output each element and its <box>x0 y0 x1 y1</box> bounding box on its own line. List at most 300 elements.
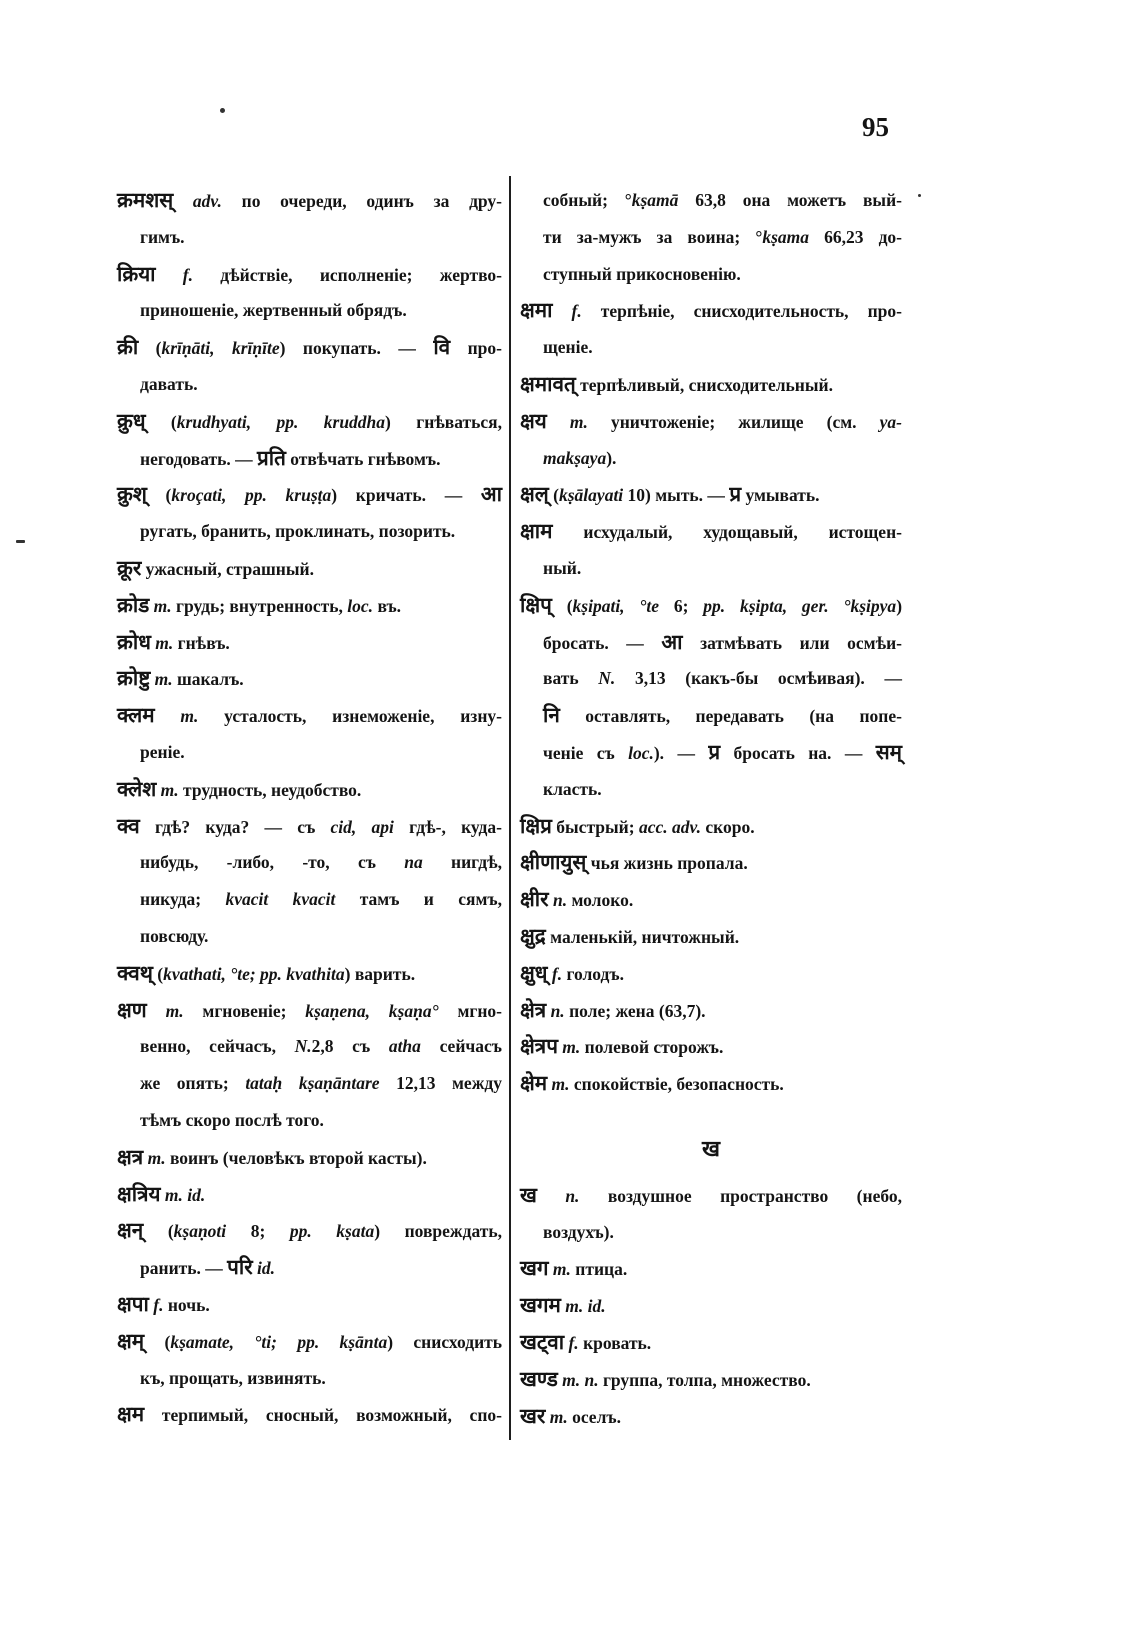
definition-text: ). <box>606 447 617 468</box>
definition-text: вать <box>543 668 599 689</box>
italic-term: kvacit kvacit <box>225 889 336 910</box>
definition-text: ( <box>548 485 559 506</box>
definition-text: бросать. — <box>543 632 662 653</box>
headword: क्रुश् <box>117 482 147 507</box>
dictionary-entry <box>117 587 502 624</box>
italic-term: m. <box>146 1000 184 1021</box>
definition-text: ступный прикосновенію. <box>543 263 741 284</box>
italic-term: m. id. <box>560 1296 606 1317</box>
dictionary-entry <box>520 476 902 513</box>
dictionary-entry <box>520 1361 902 1398</box>
definition-text: умывать. <box>741 485 820 506</box>
dictionary-line <box>117 366 502 403</box>
italic-term: makṣaya <box>543 447 607 468</box>
dictionary-line <box>520 992 902 1029</box>
dictionary-line <box>117 256 502 293</box>
definition-text: тамъ и сямъ, <box>335 889 502 910</box>
dictionary-line <box>520 182 902 219</box>
definition-text: давать. <box>140 373 198 394</box>
italic-term: adv. <box>173 191 222 211</box>
definition-text: бросать на. — <box>720 742 876 763</box>
definition-text: 2,8 съ <box>311 1036 389 1057</box>
italic-term: f. <box>547 963 563 984</box>
dictionary-line <box>117 1139 502 1176</box>
italic-term: n. <box>548 890 568 911</box>
definition-text: гдѣ-, куда- <box>393 816 502 837</box>
headword: क्लम <box>117 703 155 728</box>
section-heading: ख <box>702 1136 720 1162</box>
definition-text: ужасный, страшный. <box>141 558 315 579</box>
definition-text: терпѣливый, снисходительный. <box>575 374 834 395</box>
dictionary-entry <box>117 660 502 697</box>
dictionary-line <box>117 808 502 845</box>
dictionary-line <box>520 771 902 808</box>
dictionary-line <box>520 440 902 477</box>
dictionary-line <box>117 587 502 624</box>
italic-term: kṣama <box>762 226 810 247</box>
devanagari-term: नि <box>543 703 560 728</box>
dictionary-entry <box>117 697 502 771</box>
dictionary-line <box>117 697 502 734</box>
dictionary-entry <box>520 1398 902 1435</box>
dictionary-line <box>520 844 902 881</box>
definition-text: скоро. <box>700 816 755 837</box>
italic-term: m. <box>548 1259 571 1280</box>
dictionary-line <box>117 1102 502 1139</box>
headword: क्षत्र <box>117 1144 144 1169</box>
dictionary-entry <box>520 403 902 477</box>
dictionary-line <box>520 918 902 955</box>
dictionary-line <box>117 1028 502 1065</box>
headword: क्रूर <box>117 555 142 580</box>
dictionary-line <box>520 955 902 992</box>
italic-term: kroçati, pp. kruṣṭa <box>171 485 332 506</box>
definition-text: ) повреждать, <box>374 1221 502 1242</box>
dictionary-entry <box>520 955 902 992</box>
dictionary-line <box>117 403 502 440</box>
definition-text: оставлять, передавать (на попе- <box>559 706 902 727</box>
definition-text: 10) мыть. — <box>623 485 730 506</box>
definition-text: ругать, бранить, проклинать, позорить. <box>140 521 456 542</box>
italic-term: n. <box>536 1185 580 1206</box>
definition-text: шакалъ. <box>172 669 244 690</box>
definition-text: оселъ. <box>567 1406 621 1427</box>
italic-term: kṣipati, °te <box>572 595 660 616</box>
definition-text: ) покупать. — <box>279 338 434 359</box>
dictionary-line <box>117 1360 502 1397</box>
dictionary-line <box>117 1396 502 1433</box>
headword: खगम <box>520 1293 561 1318</box>
italic-term: tataḥ kṣaṇāntare <box>245 1073 380 1094</box>
definition-text: ранить. — <box>140 1258 228 1279</box>
headword: क्षिप्र <box>520 813 552 838</box>
dictionary-entry <box>117 550 502 587</box>
italic-term: kvathati, °te; pp. kvathita <box>163 963 345 984</box>
headword: क्लेश <box>117 776 157 801</box>
definition-text: ) гнѣваться, <box>385 411 502 432</box>
dictionary-entry <box>520 918 902 955</box>
definition-text: повсюду. <box>140 925 209 946</box>
italic-term: cid, api <box>330 816 394 837</box>
dictionary-line <box>520 697 902 734</box>
definition-text: чья жизнь пропала. <box>586 853 748 874</box>
dictionary-line <box>520 476 902 513</box>
dictionary-entry <box>117 624 502 661</box>
dictionary-line <box>520 219 902 256</box>
dictionary-line <box>117 476 502 513</box>
definition-text: венно, сейчасъ, <box>140 1036 295 1057</box>
devanagari-term: वि <box>433 335 451 360</box>
italic-term: m. <box>150 669 173 690</box>
definition-text: молоко. <box>567 890 634 911</box>
definition-text: въ. <box>373 595 402 616</box>
definition-text: 6; <box>659 595 704 616</box>
definition-text: ). — <box>653 742 709 763</box>
headword: क्षम <box>117 1402 145 1427</box>
definition-text: 3,13 (какъ-бы осмѣивая). — <box>615 668 902 689</box>
dictionary-entry <box>117 1139 502 1176</box>
dictionary-line <box>117 1065 502 1102</box>
dictionary-entry <box>117 329 502 403</box>
definition-text: нибудь, -либо, -то, съ <box>140 852 405 873</box>
dictionary-line <box>117 955 502 992</box>
left-column <box>117 182 502 1433</box>
dictionary-line <box>117 881 502 918</box>
italic-term: f. <box>552 301 582 322</box>
dictionary-entry <box>520 1287 902 1324</box>
dictionary-line <box>520 734 902 771</box>
dictionary-entry <box>520 1250 902 1287</box>
dictionary-line <box>117 219 502 256</box>
definition-text: ( <box>145 411 177 432</box>
headword: क्षम् <box>117 1328 145 1353</box>
italic-term: loc. <box>347 595 374 616</box>
dictionary-line <box>117 182 502 219</box>
headword: क्षण <box>117 997 147 1022</box>
italic-term: m. <box>545 1406 568 1427</box>
headword: खर <box>520 1403 546 1428</box>
definition-text: гдѣ? куда? — съ <box>139 816 331 837</box>
headword: क्षमावत् <box>520 371 576 396</box>
definition-text: про- <box>450 338 502 359</box>
devanagari-term: प्र <box>708 739 721 764</box>
dictionary-line <box>520 366 902 403</box>
dictionary-entry <box>520 881 902 918</box>
definition-text: поле; жена (63,7). <box>564 1000 706 1021</box>
dictionary-line <box>117 992 502 1029</box>
dictionary-line <box>520 881 902 918</box>
scan-speck <box>220 108 225 113</box>
dictionary-entry <box>520 292 902 366</box>
definition-text: ( <box>152 963 164 984</box>
definition-text: ночь. <box>163 1294 210 1315</box>
definition-text: спокойствіе, безопасность. <box>569 1074 784 1095</box>
dictionary-line <box>117 660 502 697</box>
headword: क्षमा <box>520 298 553 323</box>
dictionary-line <box>520 587 902 624</box>
definition-text: группа, толпа, множество. <box>598 1369 811 1390</box>
definition-text: полевой сторожъ. <box>580 1037 724 1058</box>
definition-text: усталость, изнеможеніе, изну- <box>198 706 502 727</box>
dictionary-line <box>520 550 902 587</box>
italic-term: kṣamā <box>631 190 679 210</box>
devanagari-term: आ <box>661 629 683 654</box>
headword: क्षेम <box>520 1071 548 1096</box>
dictionary-line <box>520 1177 902 1214</box>
dictionary-entry <box>520 992 902 1029</box>
dictionary-entry <box>117 1286 502 1323</box>
dictionary-entry <box>117 182 502 256</box>
italic-term: krīṇāti, krīṇīte <box>161 338 280 359</box>
definition-text: ( <box>143 1221 174 1242</box>
dictionary-line <box>117 771 502 808</box>
definition-text: воздушное пространство (небо, <box>579 1185 902 1206</box>
definition-text: терпѣніе, снисходительность, про- <box>581 301 902 322</box>
headword: क्षाम <box>520 519 553 544</box>
scan-speck <box>16 540 25 543</box>
dictionary-entry <box>117 1323 502 1397</box>
dictionary-entry <box>117 955 502 992</box>
dictionary-line <box>117 1212 502 1249</box>
headword: खण्ड <box>520 1366 558 1391</box>
devanagari-term: परि <box>227 1255 253 1280</box>
dictionary-entry <box>520 808 902 845</box>
dictionary-entry <box>520 513 902 587</box>
definition-text: птица. <box>570 1259 628 1280</box>
dictionary-entry <box>520 1324 902 1361</box>
italic-term: id. <box>252 1258 276 1279</box>
headword: क्षत्रिय <box>117 1181 161 1206</box>
dictionary-entry <box>520 844 902 881</box>
dictionary-entry <box>520 587 902 808</box>
definition-text: никуда; <box>140 889 226 910</box>
definition-text: ) варить. <box>344 963 416 984</box>
dictionary-line <box>520 1361 902 1398</box>
dictionary-line <box>520 1028 902 1065</box>
dictionary-line <box>520 292 902 329</box>
headword: क्षल् <box>520 482 549 507</box>
italic-term: f. <box>148 1294 164 1315</box>
definition-text: воздухъ). <box>543 1221 614 1242</box>
definition-text: исхудалый, худощавый, истощен- <box>552 522 902 543</box>
headword: खग <box>520 1256 549 1281</box>
dictionary-line <box>117 440 502 477</box>
dictionary-entry <box>520 1065 902 1102</box>
headword: क्षपा <box>117 1291 149 1316</box>
dictionary-line <box>117 1176 502 1213</box>
dictionary-entry <box>117 1176 502 1213</box>
dictionary-entry <box>117 476 502 550</box>
headword: क्रुध् <box>117 408 146 433</box>
dictionary-entry <box>117 992 502 1139</box>
headword: क्षेत्रप <box>520 1034 558 1059</box>
definition-text: маленькій, ничтожный. <box>545 926 740 947</box>
dictionary-line <box>520 1065 902 1102</box>
column-divider <box>509 176 511 1440</box>
definition-text: негодовать. — <box>140 448 257 469</box>
definition-text: ный. <box>543 557 582 578</box>
italic-term: N. <box>294 1036 312 1057</box>
definition-text: 66,23 до- <box>809 226 903 247</box>
headword: क्री <box>117 335 139 360</box>
definition-text: 63,8 она можетъ вый- <box>678 190 902 210</box>
dictionary-line <box>117 1323 502 1360</box>
definition-text: мгно- <box>438 1000 502 1021</box>
italic-term: f. <box>155 264 193 285</box>
definition-text: ( <box>146 485 172 506</box>
headword: क्वथ् <box>117 960 153 985</box>
dictionary-entry <box>117 808 502 955</box>
headword: खट्वा <box>520 1329 565 1354</box>
definition-text: гимъ. <box>140 226 185 247</box>
dictionary-entry <box>520 182 902 292</box>
dictionary-line <box>520 1324 902 1361</box>
dictionary-entry <box>520 366 902 403</box>
dictionary-line <box>520 660 902 697</box>
italic-term: m. <box>149 595 172 616</box>
italic-term: ya- <box>879 411 902 432</box>
dictionary-entry <box>520 1028 902 1065</box>
dictionary-line <box>520 403 902 440</box>
italic-term: m. <box>154 706 199 727</box>
headword: क्रोड <box>117 592 150 617</box>
italic-term: loc. <box>628 742 654 763</box>
dictionary-line <box>117 624 502 661</box>
italic-term: n. <box>546 1000 565 1021</box>
dictionary-line <box>117 1249 502 1286</box>
headword: क्रोध <box>117 629 151 654</box>
definition-text: ченіе съ <box>543 742 629 763</box>
dictionary-line <box>520 808 902 845</box>
italic-term: kṣālayati <box>559 485 624 506</box>
italic-term: kṣaṇoti <box>173 1221 227 1242</box>
headword: क्व <box>117 813 140 838</box>
headword: ख <box>520 1182 537 1207</box>
dictionary-entry <box>117 1396 502 1433</box>
italic-term: acc. adv. <box>638 816 701 837</box>
definition-text: ( <box>138 338 162 359</box>
headword: क्षिप् <box>520 592 552 617</box>
dictionary-line <box>520 329 902 366</box>
dictionary-line <box>520 624 902 661</box>
definition-text: нигдѣ, <box>422 852 502 873</box>
definition-text: щеніе. <box>543 337 593 358</box>
definition-text: трудность, неудобство. <box>178 779 362 800</box>
definition-text: ( <box>551 595 573 616</box>
definition-text: затмѣвать или осмѣи- <box>682 632 902 653</box>
definition-text: реніе. <box>140 741 185 762</box>
dictionary-line <box>520 256 902 293</box>
definition-text: къ, прощать, извинять. <box>140 1367 326 1388</box>
italic-term: N. <box>598 668 616 689</box>
definition-text: класть. <box>543 778 602 799</box>
dictionary-line <box>520 1287 902 1324</box>
italic-term: na <box>404 852 423 873</box>
devanagari-term: आ <box>480 482 502 507</box>
headword: क्षुद्र <box>520 923 546 948</box>
definition-text: 8; <box>226 1221 290 1242</box>
headword: क्षुध् <box>520 960 548 985</box>
dictionary-line <box>117 918 502 955</box>
definition-text: 12,13 между <box>379 1073 502 1094</box>
italic-term: atha <box>388 1036 421 1057</box>
headword: क्षीणायुस् <box>520 850 587 875</box>
dictionary-entry <box>117 1212 502 1286</box>
headword: क्रोष्टु <box>117 666 151 691</box>
italic-term: m. <box>557 1037 581 1058</box>
headword: क्रमशस् <box>117 188 174 212</box>
definition-text: грудь; внутренность, <box>171 595 348 616</box>
definition-text: быстрый; <box>551 816 639 837</box>
definition-text: ( <box>144 1331 171 1352</box>
definition-text: ) <box>896 595 903 616</box>
definition-text: кровать. <box>578 1332 652 1353</box>
definition-text: сейчасъ <box>420 1036 502 1057</box>
dictionary-line <box>117 329 502 366</box>
headword: क्रिया <box>117 261 156 286</box>
dictionary-line <box>117 292 502 329</box>
definition-text: ти за-мужъ за воина; ° <box>543 226 763 247</box>
definition-text: ) снисходить <box>387 1331 502 1352</box>
definition-text: же опять; <box>140 1073 246 1094</box>
italic-term: pp. kṣata <box>289 1221 375 1242</box>
dictionary-entry <box>520 1177 902 1251</box>
dictionary-line <box>520 1398 902 1435</box>
definition-text: отвѣчать гнѣвомъ. <box>285 448 441 469</box>
definition-text: собный; ° <box>543 190 632 210</box>
dictionary-entry <box>117 403 502 477</box>
definition-text: дѣйствіе, исполненіе; жертво- <box>193 264 502 285</box>
definition-text: ) кричать. — <box>331 485 481 506</box>
definition-text: мгновеніе; <box>183 1000 306 1021</box>
devanagari-term: प्र <box>729 482 742 507</box>
dictionary-entry <box>117 256 502 330</box>
dictionary-line <box>117 844 502 881</box>
definition-text: тѣмъ скоро послѣ того. <box>140 1109 324 1130</box>
page-number: 95 <box>862 112 889 142</box>
dictionary-line <box>520 1214 902 1251</box>
definition-text: приношеніе, жертвенный обрядъ. <box>140 300 407 321</box>
headword: क्षय <box>520 408 547 433</box>
headword: क्षेत्र <box>520 997 547 1022</box>
devanagari-term: सम् <box>875 739 902 764</box>
headword: क्षन् <box>117 1218 144 1243</box>
italic-term: m. <box>143 1147 166 1168</box>
right-column <box>520 182 902 1434</box>
definition-text: по очереди, одинъ за дру- <box>221 191 503 211</box>
italic-term: m. n. <box>557 1369 599 1390</box>
definition-text: гнѣвъ. <box>173 632 230 653</box>
dictionary-line <box>117 1286 502 1323</box>
headword: क्षीर <box>520 887 549 912</box>
italic-term: m. <box>546 411 588 432</box>
italic-term: f. <box>564 1332 579 1353</box>
dictionary-line <box>117 513 502 550</box>
dictionary-line <box>117 550 502 587</box>
definition-text: воинъ (человѣкъ второй касты). <box>165 1147 427 1168</box>
italic-term: kṣamate, °ti; pp. kṣānta <box>170 1331 388 1352</box>
definition-text: уничтоженіе; жилище (см. <box>587 411 880 432</box>
definition-text: терпимый, сносный, возможный, спо- <box>144 1405 502 1426</box>
italic-term: m. <box>150 632 174 653</box>
definition-text: голодъ. <box>562 963 624 984</box>
devanagari-term: प्रति <box>257 445 286 470</box>
dictionary-line <box>520 1250 902 1287</box>
dictionary-line <box>520 513 902 550</box>
italic-term: m. <box>547 1074 570 1095</box>
italic-term: kṣaṇena, kṣaṇa° <box>305 1000 439 1021</box>
italic-term: m. id. <box>160 1184 206 1205</box>
